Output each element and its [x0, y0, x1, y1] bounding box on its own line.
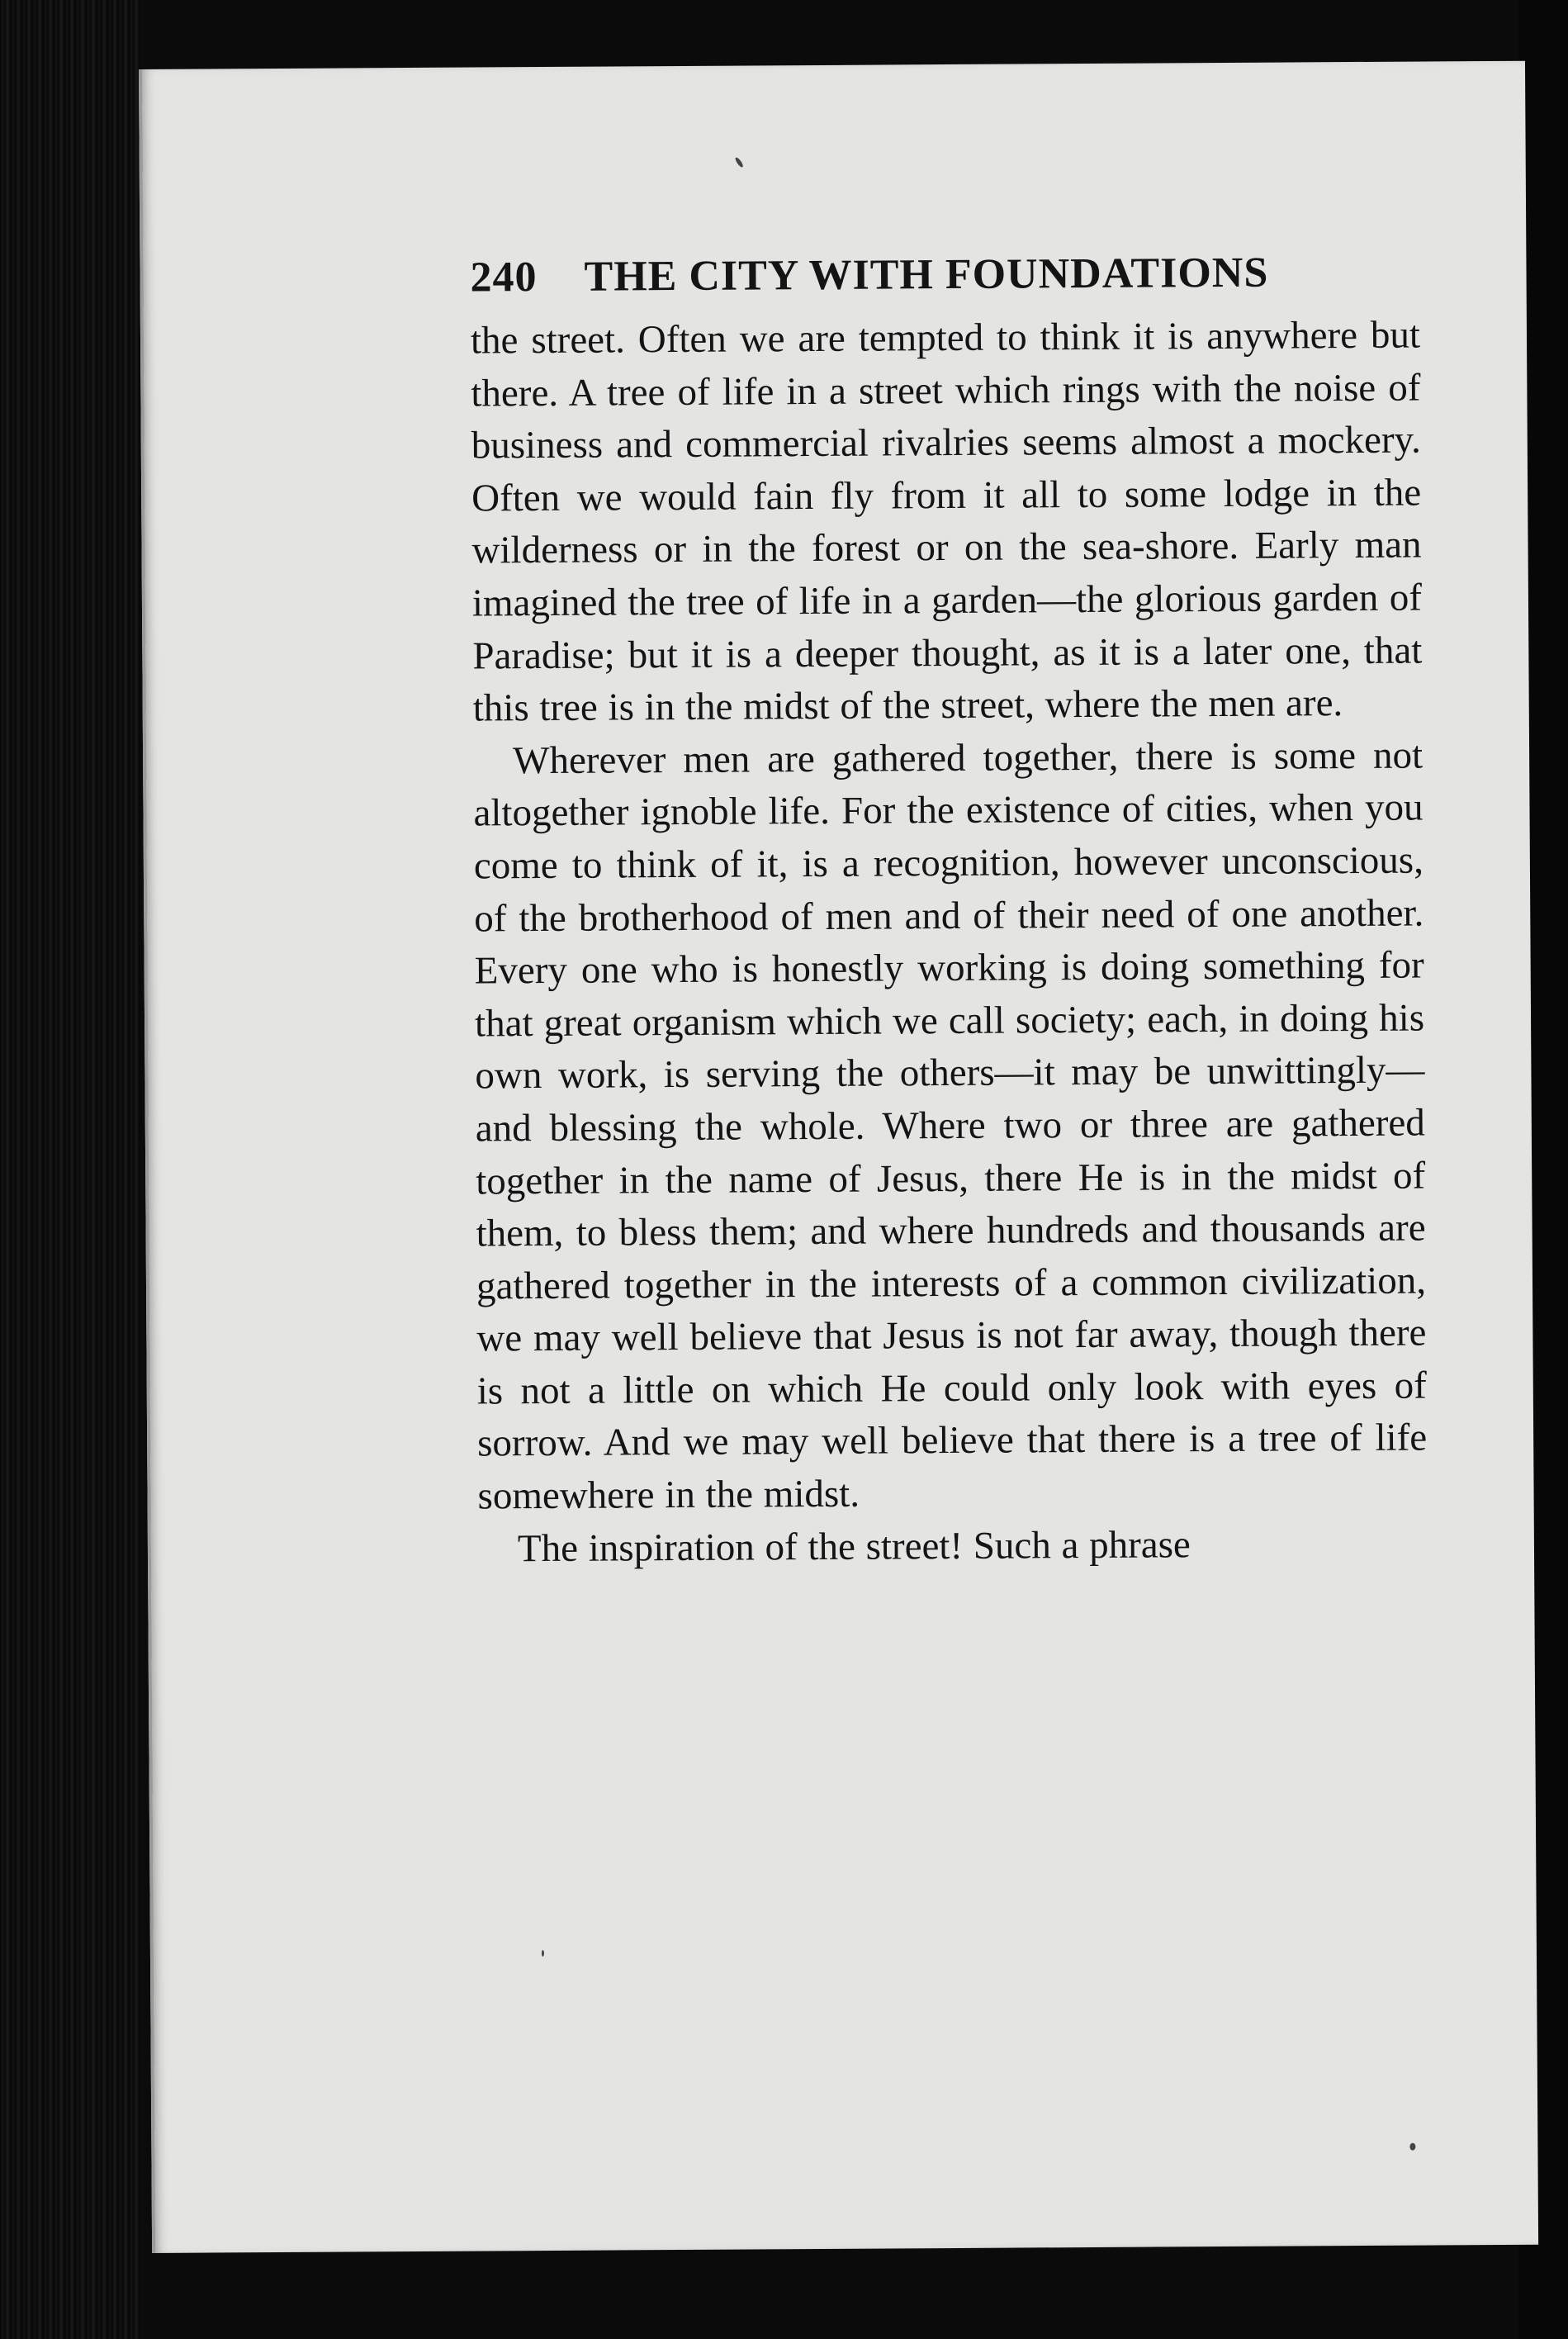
book-binding-edge [0, 0, 140, 2339]
running-title: THE CITY WITH FOUNDATIONS [584, 249, 1269, 301]
book-page [139, 61, 1538, 2253]
body-text [471, 310, 1428, 1576]
running-head [470, 235, 1420, 316]
paper-speck [734, 156, 744, 168]
paper-speck [542, 1950, 544, 1957]
text-block [470, 235, 1428, 1576]
paragraph-2: Wherever men are gathered together, there is some not altogether ignoble life. For the existence of cities, when you come to think of it, is a recognition, however unconscious, of the brotherhood of men and of their need of one another. Every one who is honestly working is doing something for that great organism which we call society; each, in doing his own work, is serving the others—it may be unwittingly—and blessing the whole. Where two or three are gathered together in the name of Jesus, there He is in the midst of them, to bless them; and where hundreds and thousands are gathered together in the interests of a common civilization, we may well believe that Jesus is not far away, though there is not a little on which He could only look with eyes of sorrow. And we may well believe that there is a tree of life somewhere in the midst. [473, 733, 1428, 1518]
paragraph-1: the street. Often we are tempted to think it is anywhere but there. A tree of life in a street which rings with the noise of business and commercial rivalries seems almost a mockery. Often we would fain fly from it all to some lodge in the wilderness or in the forest or on the sea-shore. Early man imagined the tree of life in a garden—the glorious garden of Paradise; but it is a deeper thought, as it is a later one, that this tree is in the midst of the street, where the men are. [470, 313, 1423, 730]
paper-speck [1409, 2143, 1415, 2151]
paragraph-3: The inspiration of the street! Such a phrase [517, 1522, 1191, 1570]
page-number: 240 [470, 254, 538, 301]
